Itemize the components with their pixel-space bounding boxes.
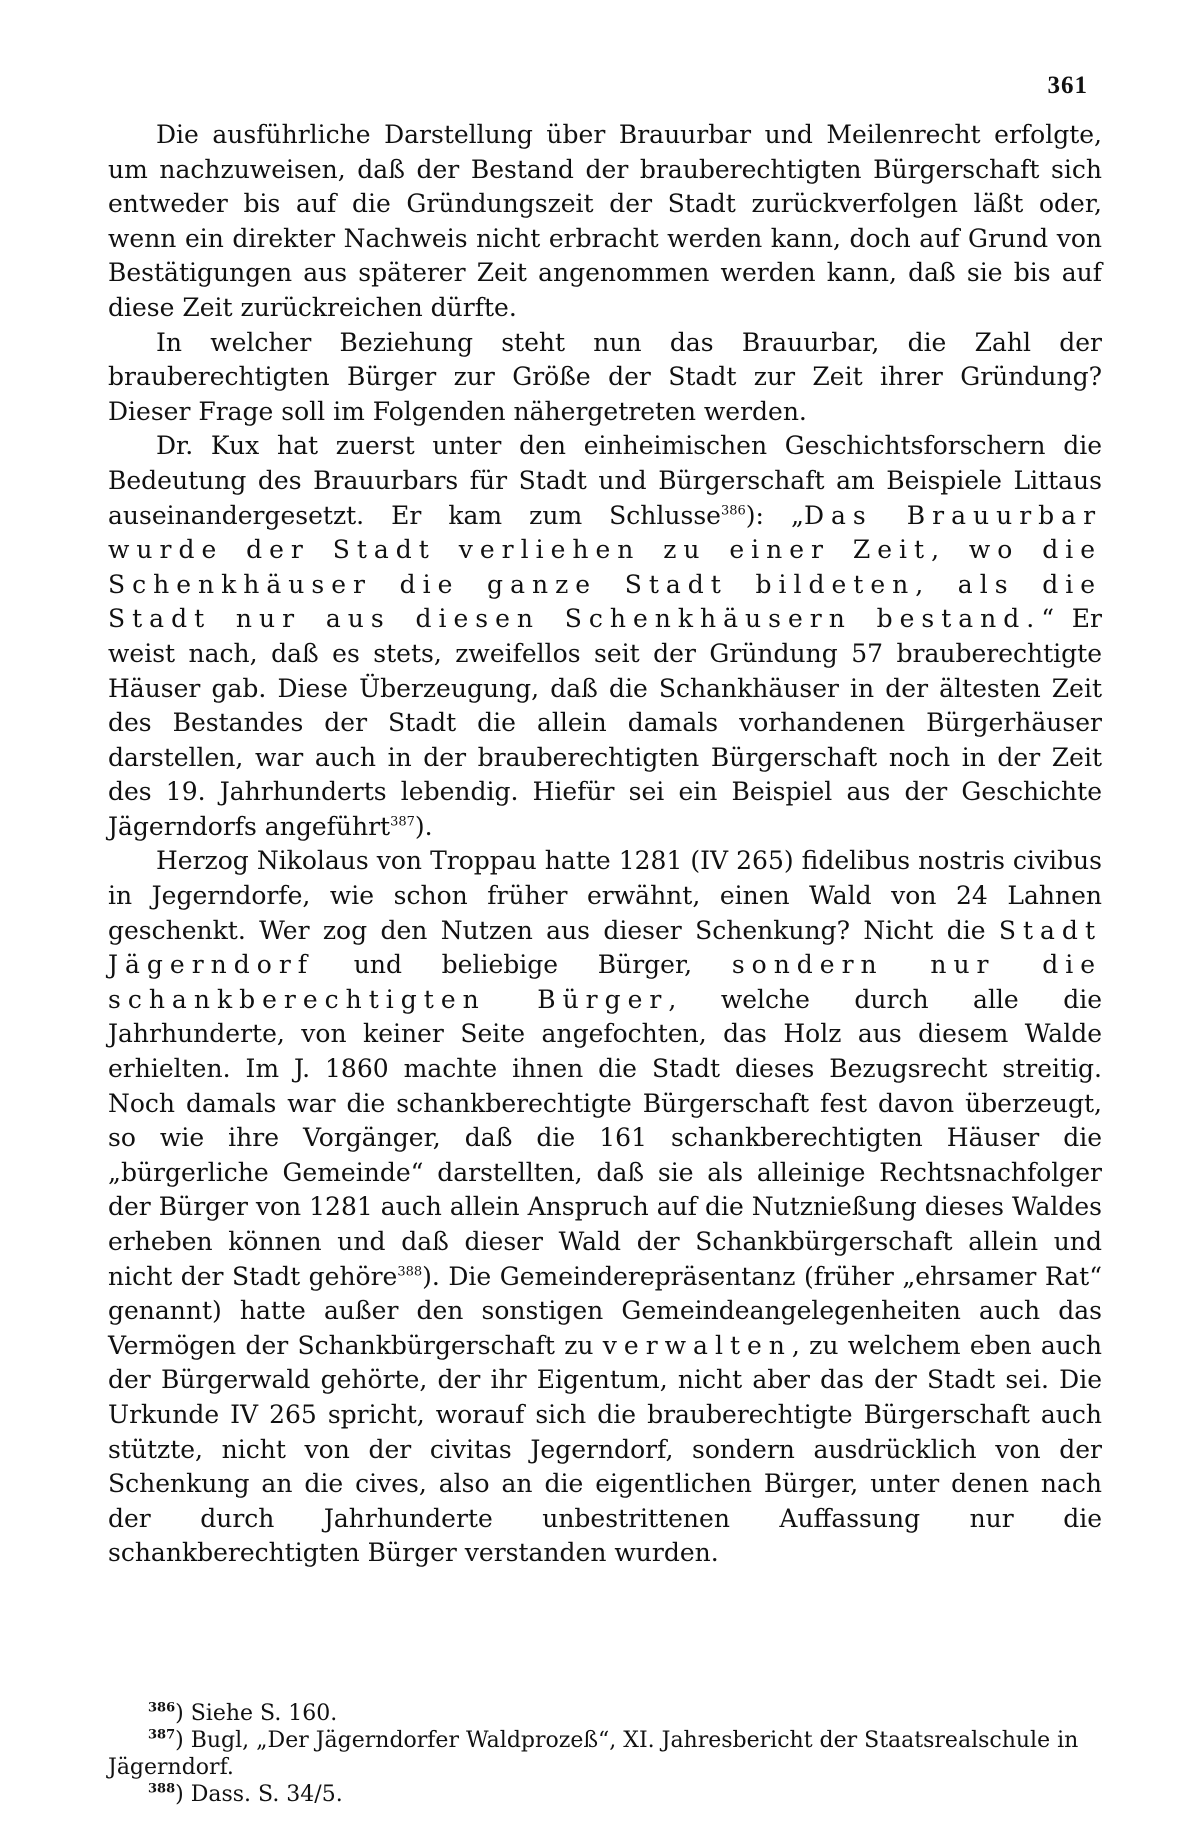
paragraph-4-spaced-2: sondern nur die schankberechtigten Bürger	[108, 950, 1102, 1014]
paragraph-4-text-a: Herzog Nikolaus von Troppau hatte 1281 (IV 265) fidelibus nostris civibus in Jegerndorfe, wie schon früher erwähnt, einen Wald von 24 Lahnen geschenkt. Wer zog den Nutzen aus dieser Schenkung? Nicht die	[108, 846, 1102, 945]
paragraph-3-text-b: ): „	[745, 500, 804, 530]
footnote-388	[108, 1781, 1102, 1808]
paragraph-4-spaced-3: verwalten	[602, 1330, 792, 1360]
footnote-number: 387	[148, 1727, 176, 1743]
footnote-386	[108, 1700, 1102, 1727]
paragraph-3-text-a: Dr. Kux hat zuerst unter den einheimischen Geschichtsforschern die Bedeutung des Brauurbars für Stadt und Bürgerschaft am Beispiele Littaus auseinandergesetzt. Er kam zum Schlusse	[108, 431, 1102, 530]
paragraph-4-text-b: und beliebige Bürger,	[314, 950, 732, 980]
footnote-number: 386	[148, 1700, 176, 1716]
paragraph-3-text-c: “ Er weist nach, daß es stets, zweifellos seit der Gründung 57 brauberechtigte Häuser gab. Diese Überzeugung, daß die Schankhäuser in der ältesten Zeit des Bestandes der Stadt die allein damals vorhandenen Bürgerhäuser darstellen, war auch in der brauberechtigten Bürgerschaft noch in der Zeit des 19. Jahrhunderts lebendig. Hiefür sei ein Beispiel aus der Geschichte Jägerndorfs angeführt	[108, 604, 1102, 841]
paragraph-4-text-c: , welche durch alle die Jahrhunderte, von keiner Seite angefochten, das Holz aus diesem Walde erhielten. Im J. 1860 machte ihnen die Stadt dieses Bezugsrecht streitig. Noch damals war die schankberechtigte Bürgerschaft fest davon überzeugt, so wie ihre Vorgänger, daß die 161 schankberechtigten Häuser die „bürgerliche Gemeinde“ darstellten, daß sie als alleinige Rechtsnachfolger der Bürger von 1281 auch allein Anspruch auf die Nutznießung dieses Waldes erheben können und daß dieser Wald der Schankbürgerschaft allein und nicht der Stadt gehöre	[108, 984, 1103, 1291]
footnotes	[108, 1700, 1102, 1808]
paragraph-4-text-e: , zu welchem eben auch der Bürgerwald gehörte, der ihr Eigentum, nicht aber das der Stadt sei. Die Urkunde IV 265 spricht, worauf sich die brauberechtigte Bürgerschaft auch stützte, nicht von der civitas Jegerndorf, sondern ausdrücklich von der Schenkung an die cives, also an die eigentlichen Bürger, unter denen nach der durch Jahrhunderte unbestrittenen Auffassung nur die schankberechtigten Bürger verstanden wurden.	[108, 1330, 1102, 1568]
paragraph-3	[108, 429, 1102, 844]
footnote-text: ) Dass. S. 34/5.	[175, 1782, 343, 1807]
paragraph-4-text-d: ). Die Gemeinderepräsentanz (früher „ehrsamer Rat“ genannt) hatte außer den sonstigen Gemeindeangelegenheiten auch das Vermögen der Schankbürgerschaft zu	[108, 1261, 1102, 1360]
paragraph-1: Die ausführliche Darstellung über Brauurbar und Meilenrecht erfolgte, um nachzuweisen, daß der Bestand der brauberechtigten Bürgerschaft sich entweder bis auf die Gründungszeit der Stadt zurückverfolgen läßt oder, wenn ein direkter Nachweis nicht erbracht werden kann, doch auf Grund von Bestätigungen aus späterer Zeit angenommen werden kann, daß sie bis auf diese Zeit zurückreichen dürfte.	[108, 120, 1102, 322]
paragraph-3-text-d: ).	[414, 811, 433, 841]
paragraph-4	[108, 844, 1102, 1570]
footnote-387	[108, 1727, 1102, 1781]
footnote-text: ) Bugl, „Der Jägerndorfer Waldprozeß“, XI. Jahresbericht der Staatsrealschule in Jägerndorf.	[108, 1728, 1079, 1780]
footnote-text: ) Siehe S. 160.	[175, 1701, 338, 1726]
footnote-number: 388	[148, 1781, 176, 1797]
body-text	[108, 118, 1102, 1571]
paragraph-4-spaced-1: Stadt Jägerndorf	[108, 915, 1102, 980]
page-number: 361	[1047, 72, 1088, 99]
paragraph-2: In welcher Beziehung steht nun das Brauurbar, die Zahl der brauberechtigten Bürger zur Größe der Stadt zur Zeit ihrer Gründung? Dieser Frage soll im Folgenden nähergetreten werden.	[108, 327, 1102, 426]
footnote-ref-386: 386	[720, 503, 746, 519]
footnote-ref-388: 388	[397, 1264, 423, 1280]
footnote-ref-387: 387	[390, 814, 415, 830]
paragraph-3-spaced-quote: Das Brauurbar wurde der Stadt verliehen zu einer Zeit, wo die Schenkhäuser die ganze Stadt bildeten, als die Stadt nur aus diesen Schenkhäusern bestand.	[108, 500, 1103, 634]
